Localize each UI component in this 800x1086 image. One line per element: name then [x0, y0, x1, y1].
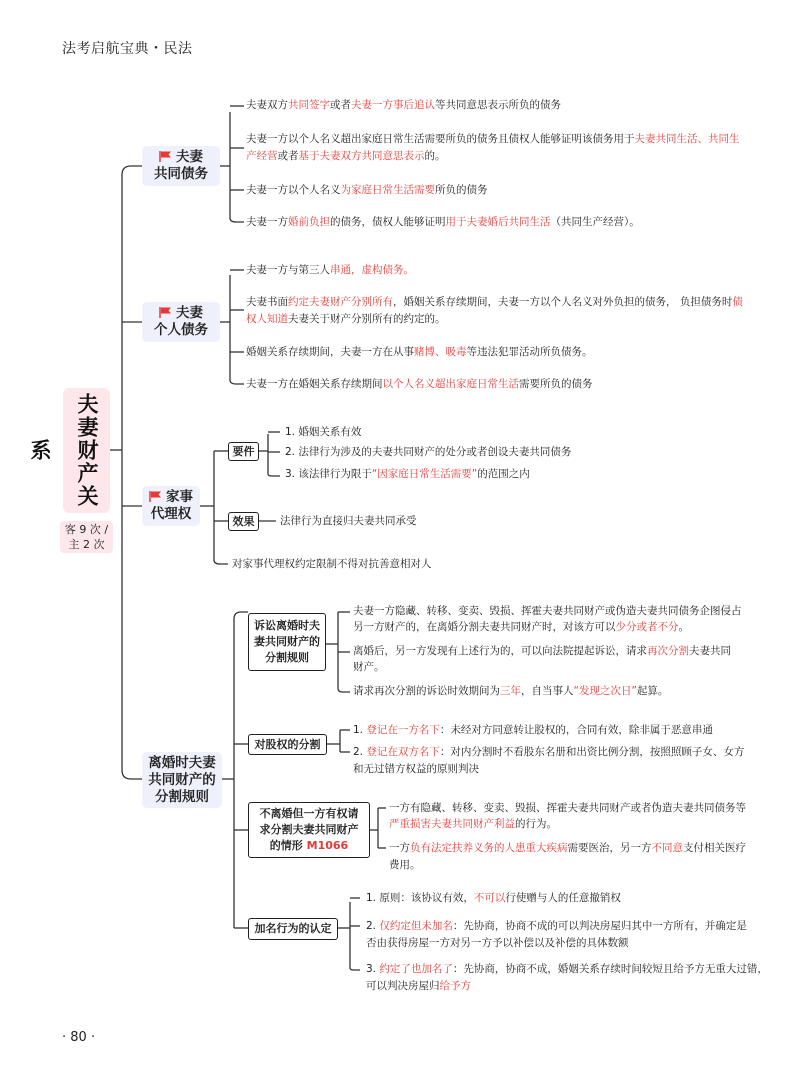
label-litigation-divorce [248, 613, 326, 671]
text-line [353, 603, 742, 620]
text-segment: 2. [366, 920, 380, 932]
highlight-text: 不同意 [651, 842, 683, 854]
text-segment: 夫妻一方隐藏、转移、变卖、毁损、挥霍夫妻共同财产或伪造夫妻共同债务企图侵占 [353, 605, 742, 617]
text-segment: 3. [366, 963, 380, 975]
category-label-line2: 代理权 [150, 506, 192, 522]
text-segment: 1. 原则：该协议有效， [366, 892, 474, 904]
text-segment: ：对内分割时不看股东名册和出资比例分割，按照照顾子女、女方 [439, 746, 745, 758]
highlight-text: “因家庭日常生活需要” [371, 468, 478, 480]
text-segment: 行使赠与人的任意撤销权 [505, 892, 621, 904]
highlight-text: 严重损害夫妻共同财产利益 [389, 818, 515, 830]
text-segment: 可以判决房屋归 [366, 980, 440, 992]
category-label-line1: 夫妻 [176, 305, 203, 321]
highlight-text: 串通，虚构债务。 [330, 264, 414, 276]
text-line [389, 840, 746, 857]
text-line [353, 683, 668, 700]
text-line [285, 444, 571, 461]
text-segment: 。 [678, 621, 689, 633]
text-line [246, 262, 414, 279]
text-segment: 的范围之内 [477, 468, 530, 480]
category-household-agency [142, 486, 200, 526]
text-segment: 等共同意思表示所负的债务 [435, 99, 561, 111]
highlight-text: 产经营 [246, 150, 278, 162]
text-line [285, 424, 361, 441]
category-label-line2: 共同债务 [154, 166, 208, 182]
text-line [353, 744, 744, 761]
label-non-divorce-division [248, 802, 370, 858]
text-segment: ，婚姻关系存续期间，夫妻一方以个人名义对外负担的债务， 负担债务时 [393, 296, 733, 308]
text-line [366, 918, 747, 935]
text-segment: 起算。 [636, 685, 669, 697]
highlight-text: 仅约定但未加名 [379, 920, 453, 932]
label-requirements: 要件 [228, 442, 259, 461]
text-line [389, 857, 421, 874]
text-segment: 夫妻一方 [246, 216, 288, 228]
text-line [366, 961, 768, 978]
text-segment: 一方 [389, 842, 410, 854]
text-line [353, 761, 479, 778]
label-effect: 效果 [228, 512, 259, 531]
category-label-line2: 共同财产的 [148, 771, 216, 788]
text-segment: 或者 [330, 99, 351, 111]
text-segment: 1. [353, 724, 367, 736]
flag-icon [159, 151, 172, 162]
highlight-text: 少分或者不分 [615, 621, 679, 633]
category-personal-debt [142, 302, 220, 342]
highlight-text: 登记在双方名下 [366, 746, 440, 758]
highlight-text: 婚前负担 [288, 216, 330, 228]
category-divorce-division [142, 752, 222, 808]
category-joint-debt [142, 146, 220, 186]
category-label-line3: 分割规则 [155, 788, 209, 805]
text-line: 法律行为直接归夫妻共同承受 [280, 515, 417, 527]
text-segment: 夫妻书面 [246, 296, 288, 308]
exam-frequency-line1: 客 9 次 / [64, 523, 109, 536]
text-line [353, 659, 385, 676]
text-segment: 夫妻双方 [246, 99, 288, 111]
page-number: · 80 · [62, 1030, 96, 1045]
exam-frequency-badge [60, 521, 113, 553]
highlight-text: 基于夫妻双方共同意思表示 [298, 150, 425, 162]
text-line [246, 294, 743, 311]
highlight-text: 登记在一方名下 [366, 724, 440, 736]
text-segment: 夫妻一方与第三人 [246, 264, 330, 276]
highlight-text: 以个人名义超出家庭日常生活 [382, 378, 519, 390]
text-line [246, 311, 446, 328]
label-line: 的情形 [269, 839, 307, 852]
text-line [389, 800, 746, 817]
highlight-text: 权人知道 [246, 313, 288, 325]
text-segment: 1. 婚姻关系有效 [285, 426, 362, 438]
text-segment: 离婚后，另一方发现有上述行为的，可以向法院提起诉讼，请求 [353, 645, 647, 657]
text-segment: 支付相关医疗 [683, 842, 746, 854]
text-segment: 2. [353, 746, 367, 758]
text-segment: ：先协商，协商不成的可以判决房屋归其中一方所有，并确定是 [452, 920, 747, 932]
label-line: 求分割夫妻共同财产 [259, 823, 359, 836]
text-line [366, 978, 471, 995]
category-label-line1: 家事 [166, 489, 193, 505]
label-equity-division: 对股权的分割 [248, 734, 327, 755]
text-segment: 财产。 [353, 661, 385, 673]
page-header: 法考启航宝典・民法 [62, 41, 193, 57]
text-segment: 夫妻一方以个人名义 [246, 184, 341, 196]
text-segment: （共同生产经营）。 [550, 216, 640, 228]
text-segment: 请求再次分割的诉讼时效期间为 [353, 685, 500, 697]
highlight-text: 赌博、吸毒 [414, 346, 467, 358]
label-line: 不离婚但一方有权请 [259, 807, 359, 820]
text-segment: 需要医治，另一方 [567, 842, 652, 854]
highlight-text: 约定了也加名了 [379, 963, 453, 975]
text-segment: ：未经对方同意转让股权的，合同有效，除非属于恶意串通 [439, 724, 713, 736]
text-segment: 夫妻一方以个人名义超出家庭日常生活需要所负的债务且债权人能够证明该债务用于 [246, 133, 635, 145]
text-line [353, 722, 713, 739]
highlight-text: 不可以 [473, 892, 506, 904]
text-line [389, 816, 557, 833]
text-segment: ：先协商，协商不成，婚姻关系存续时间较短且给予方无重大过错， [452, 963, 768, 975]
highlight-text: 共同签字 [288, 99, 330, 111]
category-label-line1: 夫妻 [176, 149, 203, 165]
text-segment: 的。 [424, 150, 446, 162]
text-segment: 所负的债务 [435, 184, 488, 196]
label-line: 分割规则 [265, 651, 309, 664]
text-segment: 和无过错方权益的原则判决 [353, 763, 479, 775]
flag-icon [149, 491, 162, 502]
text-line [353, 643, 731, 660]
highlight-text: 负有法定扶养义务的人患重大疾病 [410, 842, 568, 854]
highlight-text: 给予方 [439, 980, 471, 992]
text-segment: 一方有隐藏、转移、变卖、毁损、挥霍夫妻共同财产或者伪造夫妻共同债务等 [389, 802, 746, 814]
article-code: M1066 [306, 839, 349, 852]
label-line: 妻共同财产的 [254, 635, 320, 648]
text-line [353, 619, 689, 636]
text-line [246, 148, 446, 165]
text-segment: 或者 [277, 150, 299, 162]
text-segment: 否由获得房屋一方对另一方予以补偿以及补偿的具体数额 [366, 937, 629, 949]
highlight-text: “发现之次日” [573, 685, 637, 697]
text-segment: 需要所负的债务 [519, 378, 593, 390]
highlight-text: 夫妻共同生活、共同生 [634, 133, 740, 145]
text-line [366, 935, 629, 952]
category-label-line2: 个人债务 [154, 322, 208, 338]
text-segment: 的行为。 [515, 818, 557, 830]
highlight-text: 约定夫妻财产分别所有 [288, 296, 393, 308]
category-label-line1: 离婚时夫妻 [148, 754, 216, 771]
text-line [246, 214, 640, 231]
label-line: 诉讼离婚时夫 [254, 619, 320, 632]
flag-icon [159, 307, 172, 318]
text-segment: 的债务，债权人能够证明 [330, 216, 446, 228]
highlight-text: 用于夫妻婚后共同生活 [445, 216, 551, 228]
highlight-text: 夫妻一方事后追认 [351, 99, 435, 111]
text-segment: ，自当事人 [521, 685, 574, 697]
exam-frequency-line2: 主 2 次 [68, 538, 105, 551]
text-segment: 婚姻关系存续期间，夫妻一方在从事 [246, 346, 414, 358]
text-line [246, 131, 740, 148]
highlight-text: 三年 [500, 685, 521, 697]
text-line [246, 344, 593, 361]
text-segment: 夫妻共同 [689, 645, 731, 657]
text-segment: 夫妻一方在婚姻关系存续期间 [246, 378, 383, 390]
main-topic: 夫妻财产关系 [63, 388, 110, 513]
text-line [246, 97, 561, 114]
highlight-text: 债 [732, 296, 743, 308]
highlight-text: 再次分割 [647, 645, 689, 657]
text-segment: 费用。 [389, 859, 421, 871]
text-segment: 另一方财产的，在离婚分割夫妻共同财产时，对该方可以 [353, 621, 616, 633]
text-segment: 夫妻关于财产分别所有的约定的。 [288, 313, 446, 325]
text-segment: 2. 法律行为涉及的夫妻共同财产的处分或者创设夫妻共同债务 [285, 446, 572, 458]
text-line [285, 466, 530, 483]
text-line: 对家事代理权约定限制不得对抗善意相对人 [232, 558, 432, 570]
text-line [246, 376, 593, 393]
highlight-text: 为家庭日常生活需要 [340, 184, 435, 196]
text-segment: 等违法犯罪活动所负债务。 [466, 346, 593, 358]
label-add-name: 加名行为的认定 [248, 918, 338, 940]
text-line [366, 890, 621, 907]
text-line [246, 182, 488, 199]
text-segment: 3. 该法律行为限于 [285, 468, 372, 480]
